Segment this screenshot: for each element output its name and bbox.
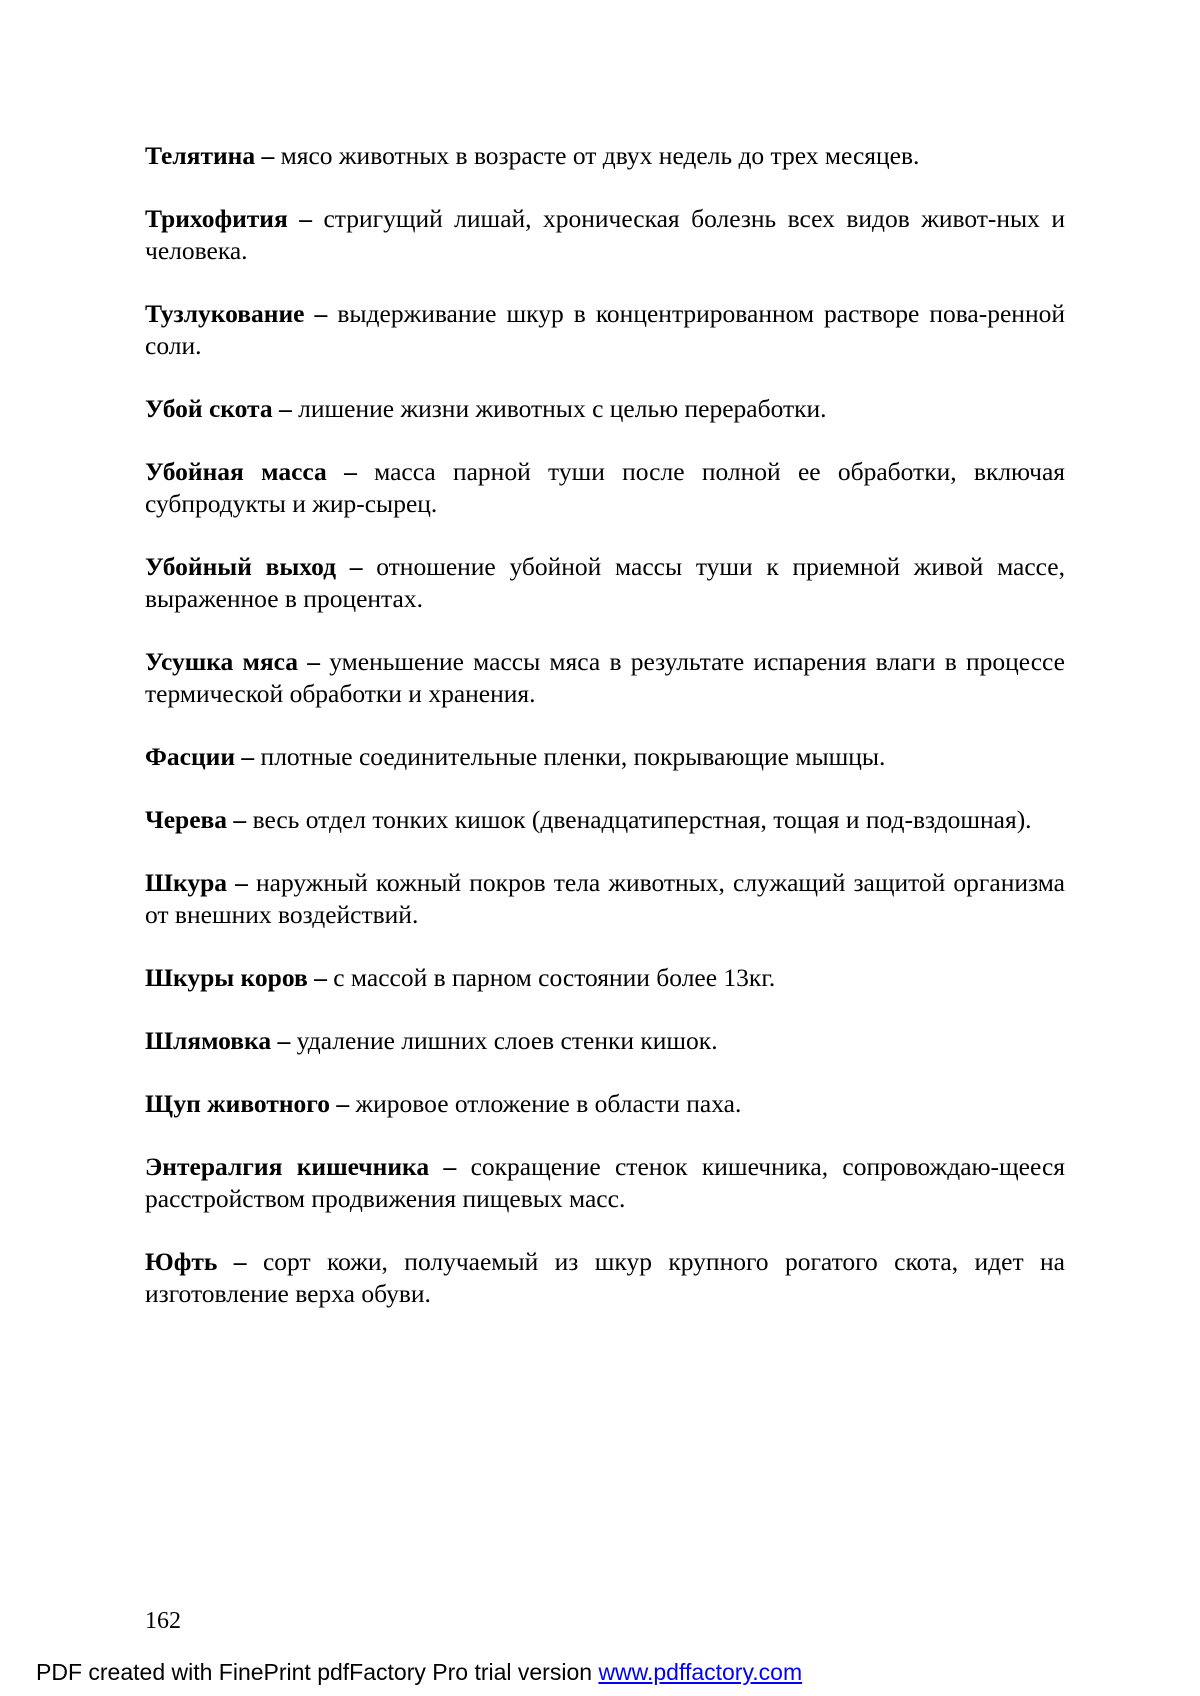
glossary-term: Черева – [145, 805, 247, 834]
glossary-term: Шлямовка – [145, 1026, 291, 1055]
glossary-definition: выдерживание шкур в концентрированном растворе пова-ренной соли. [145, 299, 1065, 360]
glossary-definition: весь отдел тонких кишок (двенадцатиперстная, тощая и под-вздошная). [252, 805, 1032, 834]
glossary-entry-brining [145, 298, 1065, 362]
glossary-term: Щуп животного – [145, 1089, 350, 1118]
glossary-entry-hide [145, 867, 1065, 931]
glossary-term: Убойный выход – [145, 552, 363, 581]
glossary-definition: жировое отложение в области паха. [355, 1089, 742, 1118]
glossary-term: Шкура – [145, 868, 248, 897]
glossary-entry-groin-fat [145, 1088, 1065, 1120]
glossary-term: Юфть – [145, 1247, 247, 1276]
glossary-definition: сорт кожи, получаемый из шкур крупного рогатого скота, идет на изготовление верха обуви. [145, 1247, 1066, 1308]
glossary-term: Усушка мяса – [145, 647, 321, 676]
glossary-entry-slaughter-mass [145, 456, 1065, 520]
glossary-definition: мясо животных в возрасте от двух недель до трех месяцев. [280, 141, 920, 170]
glossary-entry-trichophytosis [145, 203, 1065, 267]
document-page [145, 140, 1065, 1341]
glossary-term: Телятина – [145, 141, 275, 170]
glossary-term: Тузлукование – [145, 299, 328, 328]
glossary-term: Убойная масса – [145, 457, 357, 486]
glossary-entry-slaughter-yield [145, 551, 1065, 615]
glossary-term: Убой скота – [145, 394, 292, 423]
glossary-entry-enteralgia [145, 1151, 1065, 1215]
glossary-term: Энтералгия кишечника – [145, 1152, 457, 1181]
glossary-entry-yuft [145, 1246, 1065, 1310]
glossary-entry-small-intestine [145, 804, 1065, 836]
glossary-definition: отношение убойной массы туши к приемной живой массе, выраженное в процентах. [145, 552, 1065, 613]
glossary-definition: стригущий лишай, хроническая болезнь всех видов живот-ных и человека. [145, 204, 1066, 265]
glossary-entry-slaughter [145, 393, 1065, 425]
glossary-entry-slime-removal [145, 1025, 1065, 1057]
page-number: 162 [145, 1608, 181, 1634]
pdf-footer [36, 1657, 802, 1687]
glossary-entry-fascia [145, 741, 1065, 773]
glossary-definition: сокращение стенок кишечника, сопровождаю-щееся расстройством продвижения пищевых масс. [145, 1152, 1066, 1213]
glossary-definition: лишение жизни животных с целью переработки. [298, 394, 827, 423]
glossary-term: Трихофития – [145, 204, 312, 233]
glossary-entry-meat-shrinkage [145, 646, 1065, 710]
footer-link[interactable]: www.pdffactory.com [598, 1659, 803, 1685]
glossary-term: Шкуры коров – [145, 963, 327, 992]
glossary-definition: удаление лишних слоев стенки кишок. [296, 1026, 718, 1055]
glossary-entry-cow-hides [145, 962, 1065, 994]
glossary-entry-veal [145, 140, 1065, 172]
glossary-definition: с массой в парном состоянии более 13кг. [333, 963, 776, 992]
glossary-definition: уменьшение массы мяса в результате испарения влаги в процессе термической обработки и хранения. [145, 647, 1066, 708]
glossary-definition: плотные соединительные пленки, покрывающие мышцы. [260, 742, 886, 771]
footer-text: PDF created with FinePrint pdfFactory Pro trial version [36, 1659, 593, 1685]
glossary-definition: масса парной туши после полной ее обработки, включая субпродукты и жир-сырец. [145, 457, 1066, 518]
glossary-definition: наружный кожный покров тела животных, служащий защитой организма от внешних воздействий. [145, 868, 1065, 929]
glossary-term: Фасции – [145, 742, 255, 771]
